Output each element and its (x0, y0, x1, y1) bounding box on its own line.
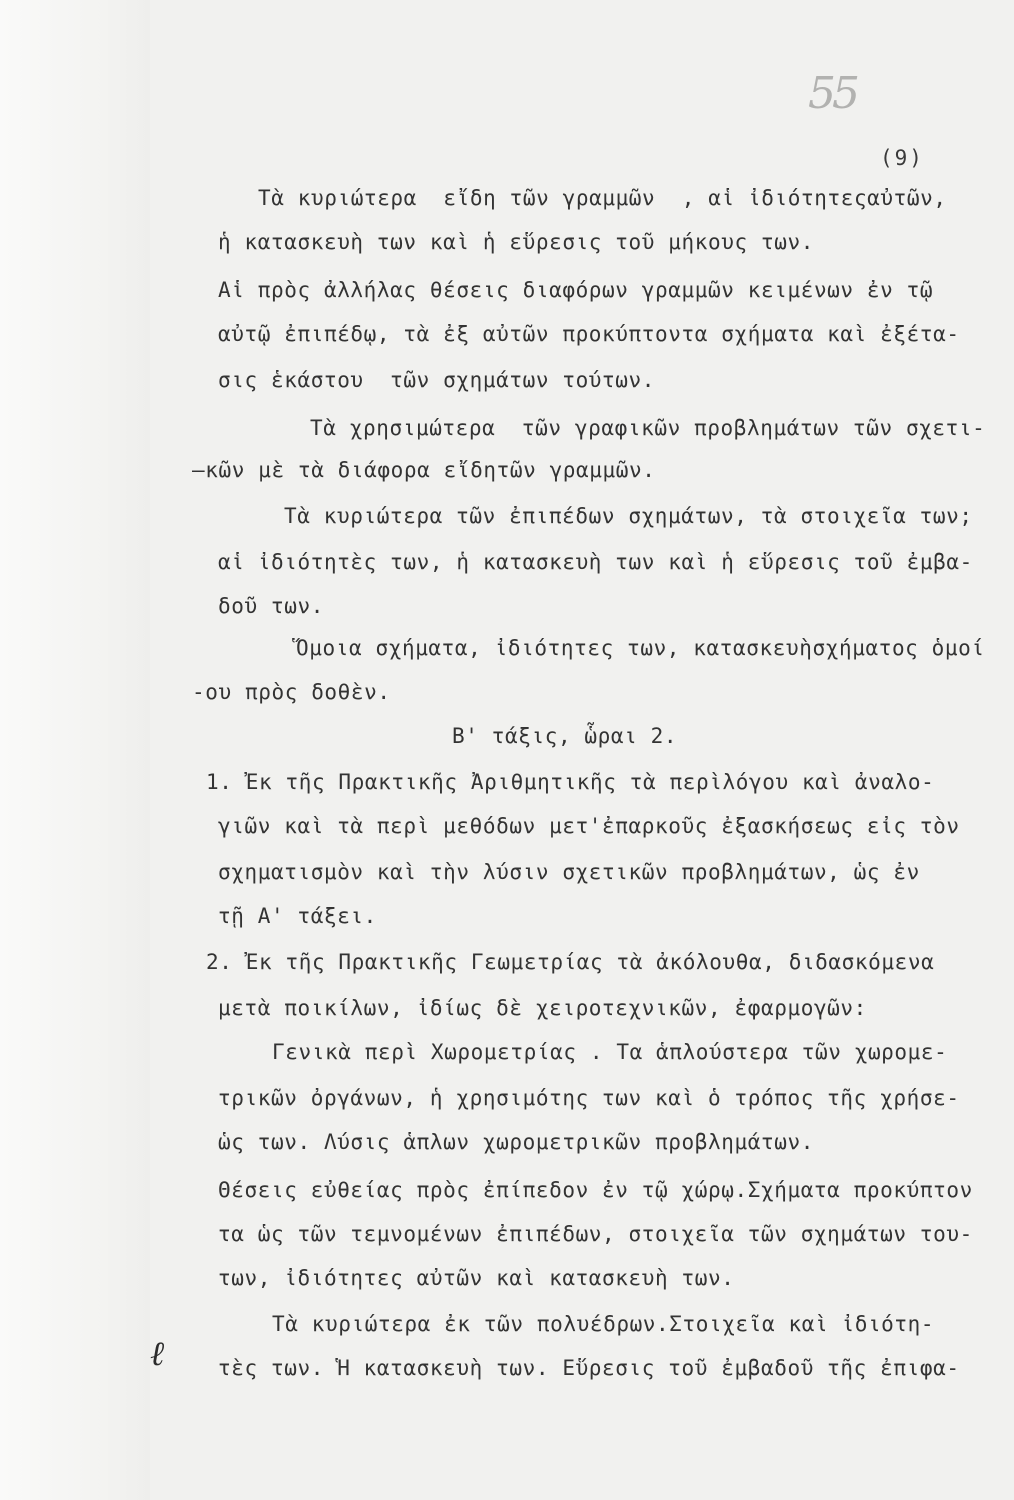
text-line: τὲς των. Ἡ κατασκευὴ των. Εὕρεσις τοῦ ἐμβαδοῦ τῆς ἐπιφα- (218, 1356, 960, 1380)
text-line: γιῶν καὶ τὰ περὶ μεθόδων μετ'ἐπαρκοῦς ἐξασκήσεως εἰς τὸν (218, 814, 960, 838)
text-line: Τὰ κυριώτερα τῶν ἐπιπέδων σχημάτων, τὰ στοιχεῖα των; (284, 504, 973, 528)
handwritten-margin-mark: ℓ (150, 1334, 165, 1374)
text-line: αἱ ἰδιότητὲς των, ἡ κατασκευὴ των καὶ ἡ εὕρεσις τοῦ ἐμβα- (218, 550, 973, 574)
text-line: σις ἑκάστου τῶν σχημάτων τούτων. (218, 368, 656, 392)
text-line: αὐτῷ ἐπιπέδῳ, τὰ ἐξ αὐτῶν προκύπτοντα σχήματα καὶ ἐξέτα- (218, 322, 960, 346)
page-number: (9) (880, 146, 924, 170)
text-line: ἡ κατασκευὴ των καὶ ἡ εὕρεσις τοῦ μήκους των. (218, 230, 814, 254)
text-line: Γενικὰ περὶ Χωρομετρίας . Τα ἁπλούστερα τῶν χωρομε- (272, 1040, 948, 1064)
page-left-edge (0, 0, 150, 1500)
section-heading: Β' τάξις, ὧραι 2. (452, 724, 678, 748)
text-line: τρικῶν ὀργάνων, ἡ χρησιμότης των καὶ ὁ τρόπος τῆς χρήσε- (218, 1086, 960, 1110)
text-line: δοῦ των. (218, 594, 324, 618)
text-line: 2. Ἐκ τῆς Πρακτικῆς Γεωμετρίας τὰ ἀκόλουθα, διδασκόμενα (206, 950, 935, 974)
text-line: Τὰ χρησιμώτερα τῶν γραφικῶν προβλημάτων τῶν σχετι- (310, 416, 986, 440)
text-line: ὡς των. Λύσις ἁπλων χωρομετρικῶν προβλημάτων. (218, 1130, 814, 1154)
text-line: Τὰ κυριώτερα εἴδη τῶν γραμμῶν , αἱ ἰδιότητεςαὐτῶν, (258, 186, 947, 210)
text-line: Ὅμοια σχήματα, ἰδιότητες των, κατασκευὴσχήματος ὁμοί (296, 636, 985, 660)
text-line: των, ἰδιότητες αὐτῶν καὶ κατασκευὴ των. (218, 1266, 735, 1290)
text-line: μετὰ ποικίλων, ἰδίως δὲ χειροτεχνικῶν, ἐφαρμογῶν: (218, 996, 867, 1020)
text-line: τῇ Α' τάξει. (218, 904, 377, 928)
handwritten-folio-number: 55 (808, 68, 856, 119)
text-line: 1. Ἐκ τῆς Πρακτικῆς Ἀριθμητικῆς τὰ περὶλόγου καὶ ἀναλο- (206, 770, 935, 794)
text-line: σχηματισμὸν καὶ τὴν λύσιν σχετικῶν προβλημάτων, ὡς ἐν (218, 860, 920, 884)
text-line: -ου πρὸς δοθὲν. (192, 680, 391, 704)
text-line: Θέσεις εὐθείας πρὸς ἐπίπεδον ἐν τῷ χώρῳ.Σχήματα προκύπτον (218, 1178, 973, 1202)
text-line: Τὰ κυριώτερα ἐκ τῶν πολυέδρων.Στοιχεῖα καὶ ἰδιότη- (272, 1312, 935, 1336)
text-line: —κῶν μὲ τὰ διάφορα εἴδητῶν γραμμῶν. (192, 458, 656, 482)
text-line: τα ὡς τῶν τεμνομένων ἐπιπέδων, στοιχεῖα τῶν σχημάτων του- (218, 1222, 973, 1246)
text-line: Αἱ πρὸς ἀλλήλας θέσεις διαφόρων γραμμῶν κειμένων ἐν τῷ (218, 278, 934, 302)
